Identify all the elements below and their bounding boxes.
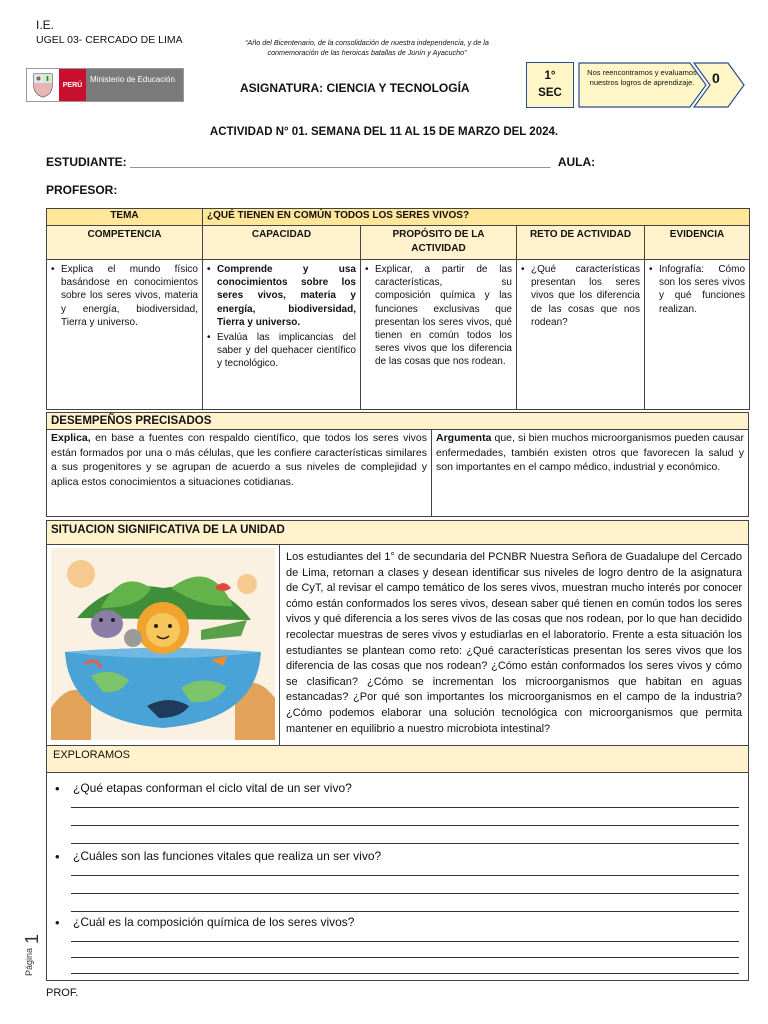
animals-globe-icon: [51, 548, 275, 740]
teacher-label: PROFESOR:: [46, 183, 118, 197]
answer-line[interactable]: [71, 807, 739, 808]
desempeno-right-verb: Argumenta: [436, 432, 492, 444]
activity-title: ACTIVIDAD N° 01. SEMANA DEL 11 AL 15 DE MARZO DEL 2024.: [209, 126, 559, 138]
question-3: • ¿Cuál es la composición química de los seres vivos?: [55, 915, 354, 929]
section-label: SEC: [538, 86, 562, 99]
year-motto: “Año del Bicentenario, de la consolidación de nuestra independencia, y de la conmemoración de las heroicas batallas de Junín y Ayacucho”: [245, 38, 489, 57]
header-capacidad: CAPACIDAD: [203, 226, 361, 260]
activity-table: [46, 208, 750, 410]
living-beings-illustration: [47, 544, 280, 745]
exploramos-title: EXPLORAMOS: [46, 745, 749, 773]
reto-item: • ¿Qué características presentan los seres vivos que los diferencia de las cosas que nos rodean?: [521, 263, 640, 329]
school-label: I.E.: [36, 18, 55, 32]
desempenos-title: DESEMPEÑOS PRECISADOS: [46, 412, 749, 430]
cell-competencia: [47, 260, 203, 410]
proposito-item: • Explicar, a partir de las características, su composición química y las funciones exclusivas que presentan los seres vivos, qué tienen en común todos los seres vivos que los diferencia de las cosas que nos rodean.: [365, 263, 512, 369]
page-number: 1: [22, 933, 42, 944]
cell-proposito: [361, 260, 517, 410]
student-field[interactable]: _______________________________________________________________: [130, 155, 551, 169]
evidencia-item: • Infografía: Cómo son los seres vivos y qué funciones realizan.: [649, 263, 745, 316]
tema-value: ¿QUÉ TIENEN EN COMÚN TODOS LOS SERES VIVOS?: [203, 209, 750, 226]
situacion-text: Los estudiantes del 1° de secundaria del PCNBR Nuestra Señora de Guadalupe del Cercado de Lima, retornan a clases y desean identificar sus niveles de logro dentro de la asignatura de CyT, al revisar el campo temático de los seres vivos, muestran mucho interés por conocer cómo están conformados los seres vivos, desean saber qué tienen en común todos los seres vivos y qué diferencia a los seres vivos de las cosas que nos rodean, por lo que han decidido recolectar muestras de seres vivos y estudiarlas en el laboratorio. Frente a esta situación los estudiantes se plantean como reto: ¿Qué características presentan los seres vivos que los diferencia de las cosas que nos rodean? ¿Cómo están conformados los seres vivos y cómo se clasifican? ¿Cómo se incrementan los microorganismos que habitan en aguas estancadas? ¿Por qué son importantes los microorganismos en el campo de la industria? ¿Cómo podemos elaborar una solución tecnológica con microorganismos que permita mantener en equilibrio a nuestro microbiota intestinal?: [286, 551, 742, 735]
header-proposito: PROPÓSITO DE LA ACTIVIDAD: [361, 226, 517, 260]
grade-box: [526, 62, 574, 108]
answer-line[interactable]: [71, 911, 739, 912]
desempeno-right: [432, 429, 748, 516]
situacion-title: SITUACION SIGNIFICATIVA DE LA UNIDAD: [46, 520, 749, 545]
header-competencia: COMPETENCIA: [47, 226, 203, 260]
student-label: ESTUDIANTE:: [46, 155, 127, 169]
country-label: PERÚ: [59, 69, 86, 101]
page-number-vertical: [18, 930, 42, 990]
desempeno-left: [47, 429, 432, 516]
desempeno-left-text: en base a fuentes con respaldo científico, que todos los seres vivos están formados por una o más células, que les confiere características similares a sus progenitores y se agrupan de acuerdo a sus niveles de complejidad y aplica estos conocimientos a situaciones cotidianas.: [51, 432, 427, 489]
situacion-body: [46, 544, 749, 746]
answer-line[interactable]: [71, 973, 739, 974]
cell-reto: [517, 260, 645, 410]
answer-line[interactable]: [71, 893, 739, 894]
exploramos-body: [46, 773, 749, 981]
subject-title: ASIGNATURA: CIENCIA Y TECNOLOGÍA: [240, 81, 470, 95]
grade-label: 1°: [544, 70, 556, 82]
desempenos-body: [46, 429, 749, 517]
question-1: • ¿Qué etapas conforman el ciclo vital de un ser vivo?: [55, 781, 352, 795]
ministry-logo: [26, 68, 184, 102]
desempeno-right-text: que, si bien muchos microorganismos pueden causar enfermedades, también existen otros que favorecen la salud y son importantes en el campo médico, industrial y económico.: [436, 432, 744, 474]
chevron-number: 0: [712, 70, 720, 86]
aula-label: AULA:: [557, 155, 596, 169]
cell-evidencia: [645, 260, 750, 410]
header-evidencia: EVIDENCIA: [645, 226, 750, 260]
ugel-label: UGEL 03- CERCADO DE LIMA: [36, 34, 183, 46]
ministry-label: Ministerio de Educación: [86, 69, 183, 101]
capacidad-item-1: • Comprende y usa conocimientos sobre los seres vivos, materia y energía, biodiversidad, Tierra y universo.: [207, 263, 356, 329]
answer-line[interactable]: [71, 941, 739, 942]
prof-signature-label: PROF.: [46, 987, 79, 999]
competencia-item: • Explica el mundo físico basándose en conocimientos sobre los seres vivos, materia y energía, biodiversidad, Tierra y universo.: [51, 263, 198, 329]
chevron-caption: Nos reencontramos y evaluamos nuestros logros de aprendizaje.: [587, 68, 697, 88]
answer-line[interactable]: [71, 825, 739, 826]
student-row: [46, 155, 595, 169]
question-2: • ¿Cuáles son las funciones vitales que realiza un ser vivo?: [55, 849, 381, 863]
tema-label: TEMA: [47, 209, 203, 226]
answer-line[interactable]: [71, 843, 739, 844]
desempeno-left-verb: Explica,: [51, 432, 91, 444]
answer-line[interactable]: [71, 957, 739, 958]
header-reto: RETO DE ACTIVIDAD: [517, 226, 645, 260]
coat-of-arms-icon: [27, 69, 59, 101]
page-label: Página: [24, 947, 34, 976]
answer-line[interactable]: [71, 875, 739, 876]
capacidad-item-2: • Evalúa las implicancias del saber y del quehacer científico y tecnológico.: [207, 331, 356, 371]
cell-capacidad: [203, 260, 361, 410]
